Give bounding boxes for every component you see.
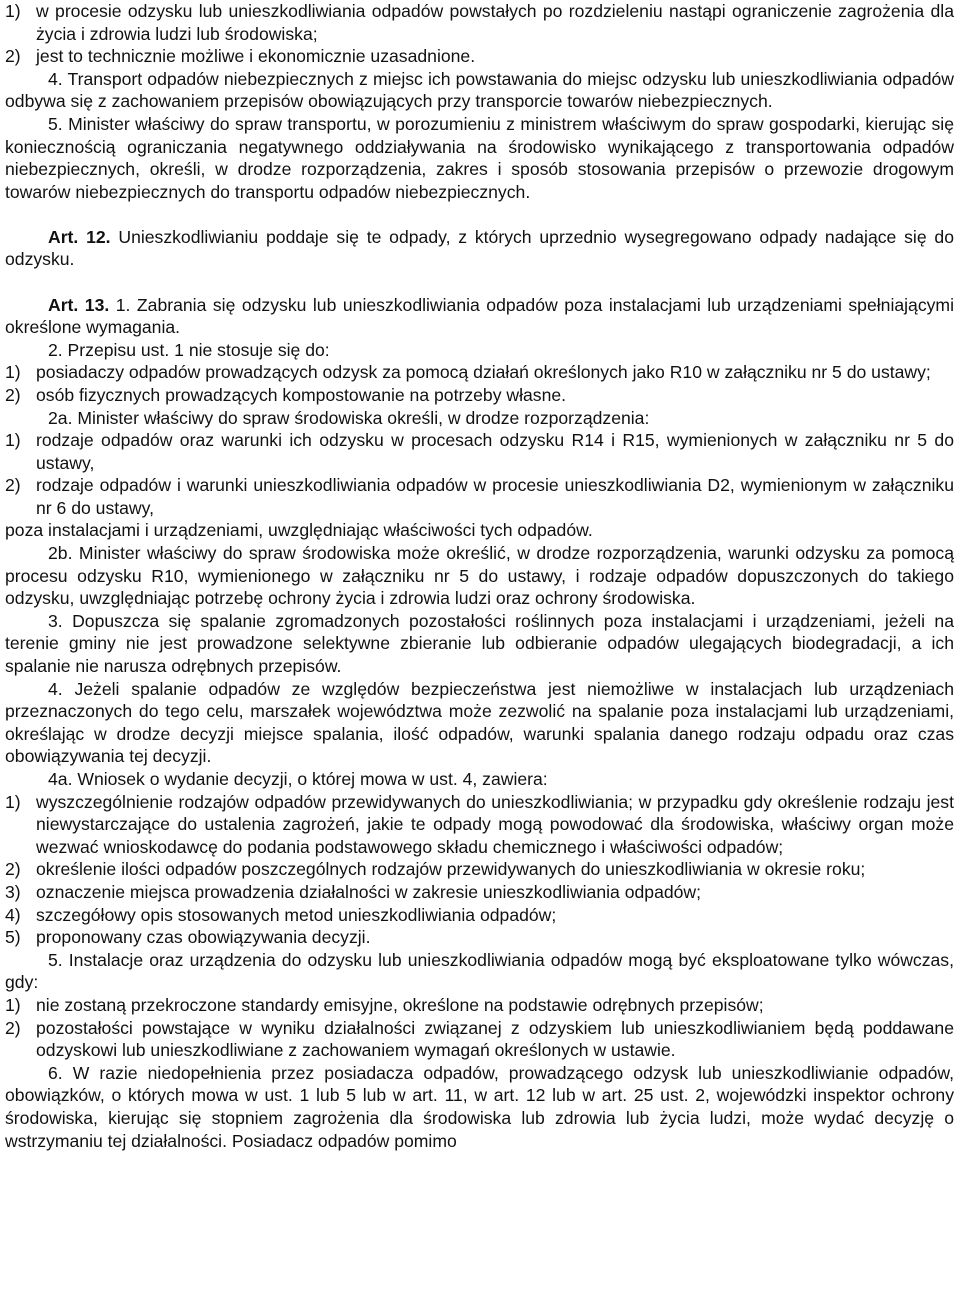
list-item — [5, 429, 954, 474]
list-number: 2) — [5, 384, 21, 405]
list-text: w procesie odzysku lub unieszkodliwiania odpadów powstałych po rozdzieleniu nastąpi ograniczenie zagrożenia dla życia i zdrowia ludzi lub środowiska; — [36, 1, 954, 44]
list-text: proponowany czas obowiązywania decyzji. — [36, 927, 371, 948]
list-item — [5, 994, 954, 1017]
list-item — [5, 881, 954, 904]
list-number: 3) — [5, 881, 21, 902]
list-number: 1) — [5, 1, 21, 21]
list-number: 2) — [5, 475, 21, 496]
list-item — [5, 361, 954, 384]
article-13-paragraph-4a: 4a. Wniosek o wydanie decyzji, o której mowa w ust. 4, zawiera: — [48, 769, 548, 789]
list-item — [5, 904, 954, 927]
list-item — [5, 791, 954, 859]
list-text: nie zostaną przekroczone standardy emisyjne, określone na podstawie odrębnych przepisów; — [36, 994, 764, 1015]
article-13-paragraph-2b: 2b. Minister właściwy do spraw środowiska może określić, w drodze rozporządzenia, warunki odzysku za pomocą procesu odzysku R10, wymienionego w załączniku nr 5 do ustawy, i rodzaje odpadów dopuszczonych do takiego odzysku, uwzględniając potrzebę ochrony życia i zdrowia ludzi oraz ochrony środowiska. — [5, 543, 954, 609]
list-item — [5, 384, 954, 407]
list-text: posiadaczy odpadów prowadzących odzysk za pomocą działań określonych jako R10 w załączniku nr 5 do ustawy; — [36, 362, 931, 383]
list-item — [5, 474, 954, 519]
list-number: 2) — [5, 1017, 21, 1038]
article-12 — [5, 226, 954, 271]
article-13-paragraph-2: 2. Przepisu ust. 1 nie stosuje się do: — [48, 339, 330, 360]
list-item — [5, 0, 954, 45]
list-item — [5, 1017, 954, 1062]
list-text: rodzaje odpadów oraz warunki ich odzysku w procesach odzysku R14 i R15, wymienionych w załączniku nr 5 do ustawy, — [36, 430, 954, 473]
list-number: 1) — [5, 430, 21, 451]
article-13-paragraph-2a-tail: poza instalacjami i urządzeniami, uwzględniając właściwości tych odpadów. — [5, 520, 593, 541]
article-13-paragraph-4: 4. Jeżeli spalanie odpadów ze względów bezpieczeństwa jest niemożliwe w instalacjach lub urządzeniach przeznaczonych do tego celu, marszałek województwa może zezwolić na spalanie poza instalacjami lub urządzeniami, określając w drodze decyzji miejsce spalania, ilość odpadów, warunki spalania danego rodzaju odpadu oraz czas obowiązywania tej decyzji. — [5, 678, 954, 767]
list-text: oznaczenie miejsca prowadzenia działalności w zakresie unieszkodliwiania odpadów; — [36, 881, 702, 902]
list-item — [5, 926, 954, 949]
list-number: 2) — [5, 46, 21, 67]
article-13-paragraph-3: 3. Dopuszcza się spalanie zgromadzonych pozostałości roślinnych poza instalacjami i urządzeniami, jeżeli na terenie gminy nie jest prowadzone selektywne zbieranie lub odbieranie odpadów ulegających biodegradacji, a ich spalanie nie narusza odrębnych przepisów. — [5, 610, 954, 677]
list-text: szczegółowy opis stosowanych metod unieszkodliwiania odpadów; — [36, 904, 557, 925]
paragraph-5: 5. Minister właściwy do spraw transportu, w porozumieniu z ministrem właściwym do spraw gospodarki, kierując się koniecznością ograniczania negatywnego oddziaływania na środowisko wynikającego z transportowania odpadów niebezpiecznych, określi, w drodze rozporządzenia, zakres i sposób stosowania przepisów o przewozie drogowym towarów niebezpiecznych do transportu odpadów niebezpiecznych. — [5, 113, 954, 202]
paragraph-4: 4. Transport odpadów niebezpiecznych z miejsc ich powstawania do miejsc odzysku lub unieszkodliwiania odpadów odbywa się z zachowaniem przepisów obowiązujących przy transporcie towarów niebezpiecznych. — [5, 68, 954, 112]
list-text: rodzaje odpadów i warunki unieszkodliwiania odpadów w procesie unieszkodliwiania D2, wymienionym w załączniku nr 6 do ustawy, — [36, 475, 954, 518]
list-text: jest to technicznie możliwe i ekonomicznie uzasadnione. — [36, 46, 476, 67]
list-number: 1) — [5, 791, 21, 812]
list-item — [5, 858, 954, 881]
article-13-paragraph-2a: 2a. Minister właściwy do spraw środowiska określi, w drodze rozporządzenia: — [48, 407, 650, 428]
list-text: pozostałości powstające w wyniku działalności związanej z odzyskiem lub unieszkodliwianiem będą poddawane odzyskowi lub unieszkodliwiane z zachowaniem wymagań określonych w ustawie. — [36, 1017, 954, 1061]
article-13-paragraph-5: 5. Instalacje oraz urządzenia do odzysku lub unieszkodliwiania odpadów mogą być eksploatowane tylko wówczas, gdy: — [5, 949, 954, 993]
article-12-text: Unieszkodliwianiu poddaje się te odpady, z których uprzednio wysegregowano odpady nadające się do odzysku. — [5, 226, 954, 270]
list-item — [5, 45, 954, 68]
list-text: osób fizycznych prowadzących kompostowanie na potrzeby własne. — [36, 384, 567, 405]
list-number: 4) — [5, 904, 21, 925]
list-text: określenie ilości odpadów poszczególnych rodzajów przewidywanych do unieszkodliwiania w okresie roku; — [36, 859, 866, 880]
list-number: 5) — [5, 927, 21, 948]
article-13-paragraph-1-text: 1. Zabrania się odzysku lub unieszkodliwiania odpadów poza instalacjami lub urządzeniami spełniającymi określone wymagania. — [5, 294, 954, 338]
article-13-label: Art. 13. — [48, 294, 110, 315]
list-number: 1) — [5, 362, 21, 383]
list-number: 2) — [5, 859, 21, 880]
list-text: wyszczególnienie rodzajów odpadów przewidywanych do unieszkodliwiania; w przypadku gdy określenie rodzaju jest niewystarczające do ustalenia zagrożeń, jakie te odpady mogą powodować dla środowiska, właściwy organ może wezwać wnioskodawcę do podania podstawowego składu chemicznego i właściwości odpadów; — [36, 791, 954, 857]
article-13-paragraph-1 — [5, 294, 954, 339]
list-number: 1) — [5, 994, 21, 1015]
article-12-label: Art. 12. — [48, 226, 111, 247]
article-13-paragraph-6: 6. W razie niedopełnienia przez posiadacza odpadów, prowadzącego odzysk lub unieszkodliwianie odpadów, obowiązków, o których mowa w ust. 1 lub 5 lub w art. 11, w art. 12 lub w art. 25 ust. 2, wojewódzki inspektor ochrony środowiska, kierując się stopniem zagrożenia dla środowiska lub zdrowia lub życia ludzi, może wydać decyzję o wstrzymaniu tej działalności. Posiadacz odpadów pomimo — [5, 1062, 954, 1151]
